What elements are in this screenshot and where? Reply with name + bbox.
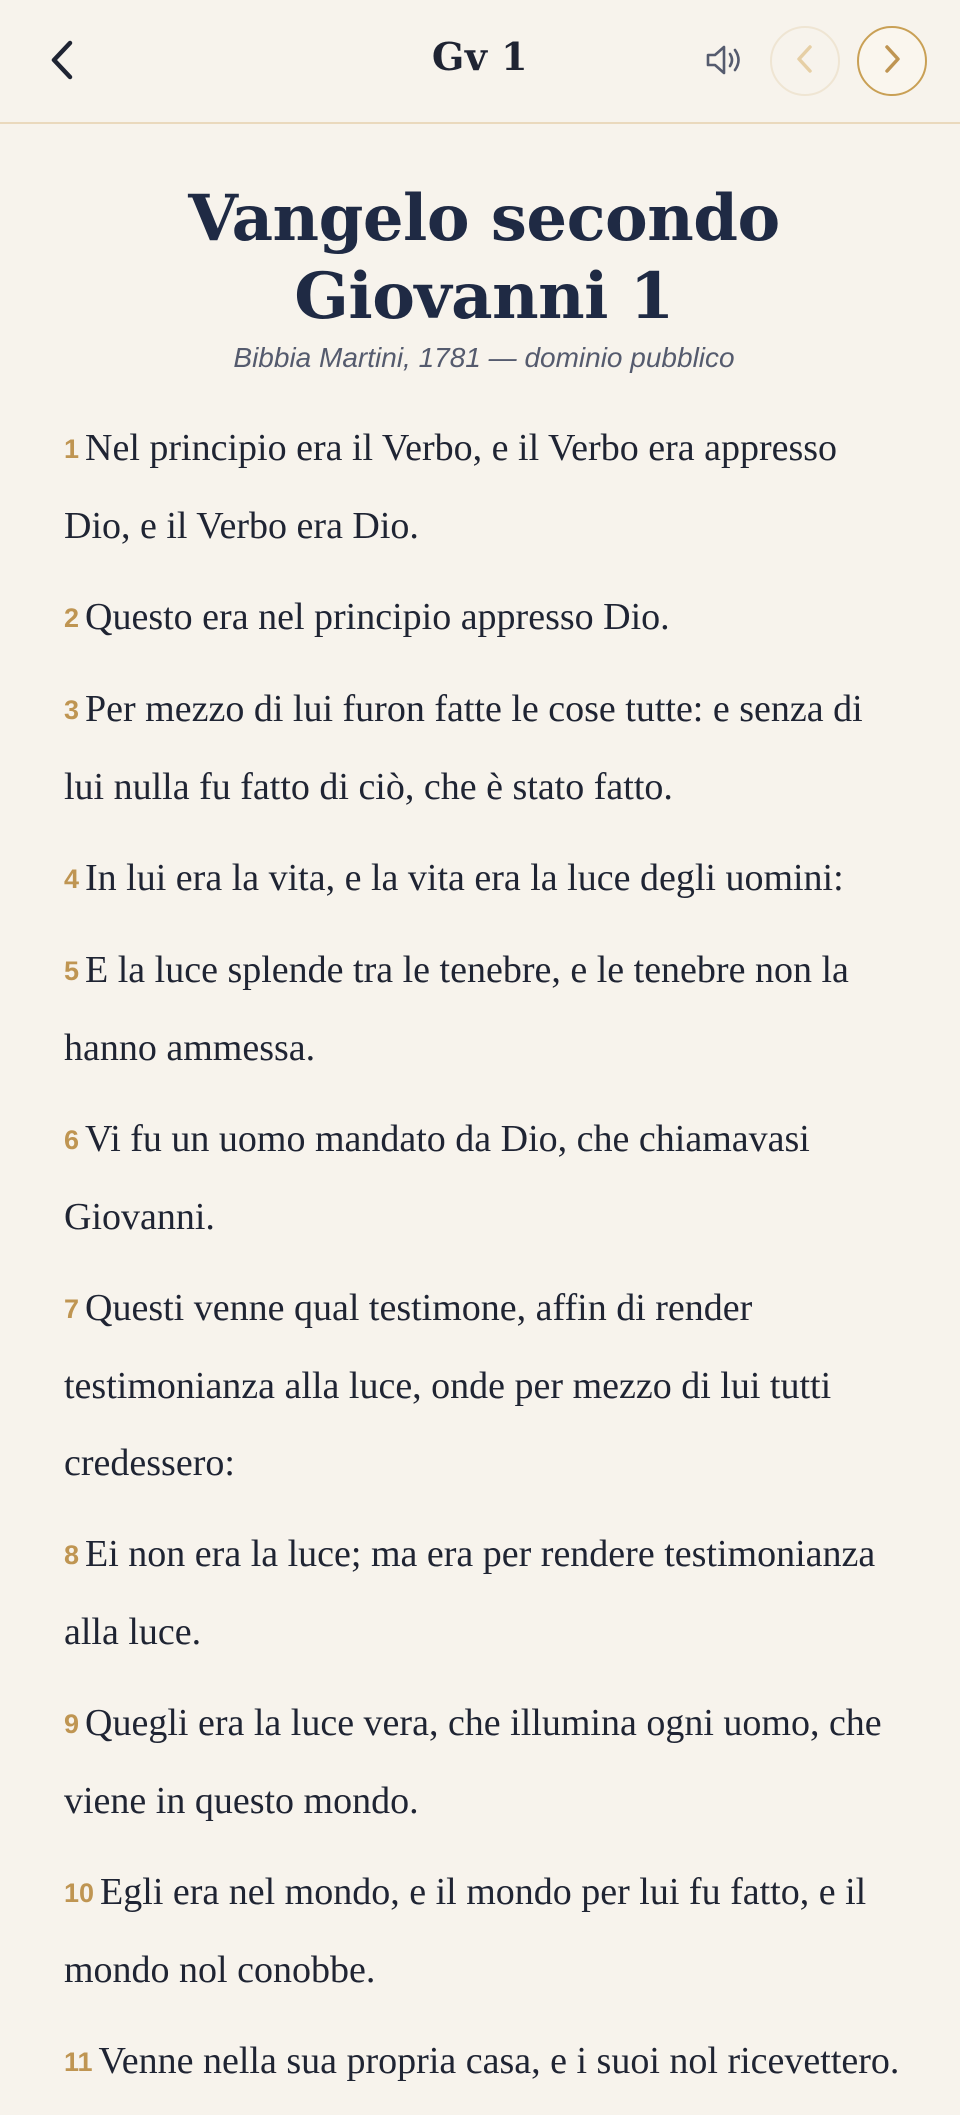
verse-text: Vi fu un uomo mandato da Dio, che chiamavasi Giovanni.	[64, 1118, 810, 1238]
verse-number: 7	[64, 1294, 80, 1324]
chapter-title: Vangelo secondo Giovanni 1	[188, 181, 780, 334]
verse-text: Ei non era la luce; ma era per rendere testimonianza alla luce.	[64, 1533, 876, 1653]
verse[interactable]	[64, 1685, 904, 1840]
page-title: Gv 1	[431, 34, 529, 79]
verse-text: Quegli era la luce vera, che illumina ogni uomo, che viene in questo mondo.	[64, 1702, 882, 1822]
verse[interactable]	[64, 1270, 904, 1502]
verse-number: 11	[64, 2047, 93, 2077]
verse[interactable]	[64, 932, 904, 1087]
speaker-icon	[704, 42, 744, 83]
verse-number: 2	[64, 603, 80, 633]
top-bar	[0, 0, 960, 124]
verse-number: 8	[64, 1540, 80, 1570]
verse-number: 3	[64, 695, 80, 725]
chapter-subtitle: Bibbia Martini, 1781 — dominio pubblico	[233, 342, 735, 373]
verse-number: 9	[64, 1709, 80, 1739]
verse-text: E la luce splende tra le tenebre, e le tenebre non la hanno ammessa.	[64, 949, 849, 1069]
chevron-left-icon	[794, 43, 816, 80]
verse-text: In lui era la vita, e la vita era la luce degli uomini:	[85, 857, 844, 899]
back-button[interactable]	[34, 26, 90, 98]
verse-text: Venne nella sua propria casa, e i suoi nol ricevettero.	[98, 2040, 900, 2082]
verse-number: 5	[64, 956, 80, 986]
previous-chapter-button[interactable]	[770, 26, 840, 96]
verse-number: 10	[64, 1878, 95, 1908]
verse-text: Nel principio era il Verbo, e il Verbo era appresso Dio, e il Verbo era Dio.	[64, 427, 838, 547]
verse[interactable]	[64, 840, 904, 918]
verse[interactable]	[64, 1854, 904, 2009]
next-chapter-button[interactable]	[857, 26, 927, 96]
verse[interactable]	[64, 2023, 904, 2101]
verse[interactable]	[64, 1101, 904, 1256]
verse-text: Egli era nel mondo, e il mondo per lui fu fatto, e il mondo nol conobbe.	[64, 1871, 867, 1991]
verse-text: Questi venne qual testimone, affin di render testimonianza alla luce, onde per mezzo di lui tutti credessero:	[64, 1287, 832, 1484]
chevron-right-icon	[881, 43, 903, 80]
verse-text: Questo era nel principio appresso Dio.	[85, 596, 670, 638]
verse[interactable]	[64, 1516, 904, 1671]
verse-number: 4	[64, 864, 80, 894]
verse-number: 1	[64, 434, 80, 464]
verse-list	[64, 410, 904, 2101]
verse[interactable]	[64, 671, 904, 826]
chevron-left-icon	[48, 39, 76, 86]
verse[interactable]	[64, 410, 904, 565]
verse-number: 6	[64, 1125, 80, 1155]
verse[interactable]	[64, 579, 904, 657]
chapter-content	[64, 124, 904, 2115]
audio-button[interactable]	[698, 36, 750, 88]
verse-text: Per mezzo di lui furon fatte le cose tutte: e senza di lui nulla fu fatto di ciò, che è stato fatto.	[64, 688, 863, 808]
